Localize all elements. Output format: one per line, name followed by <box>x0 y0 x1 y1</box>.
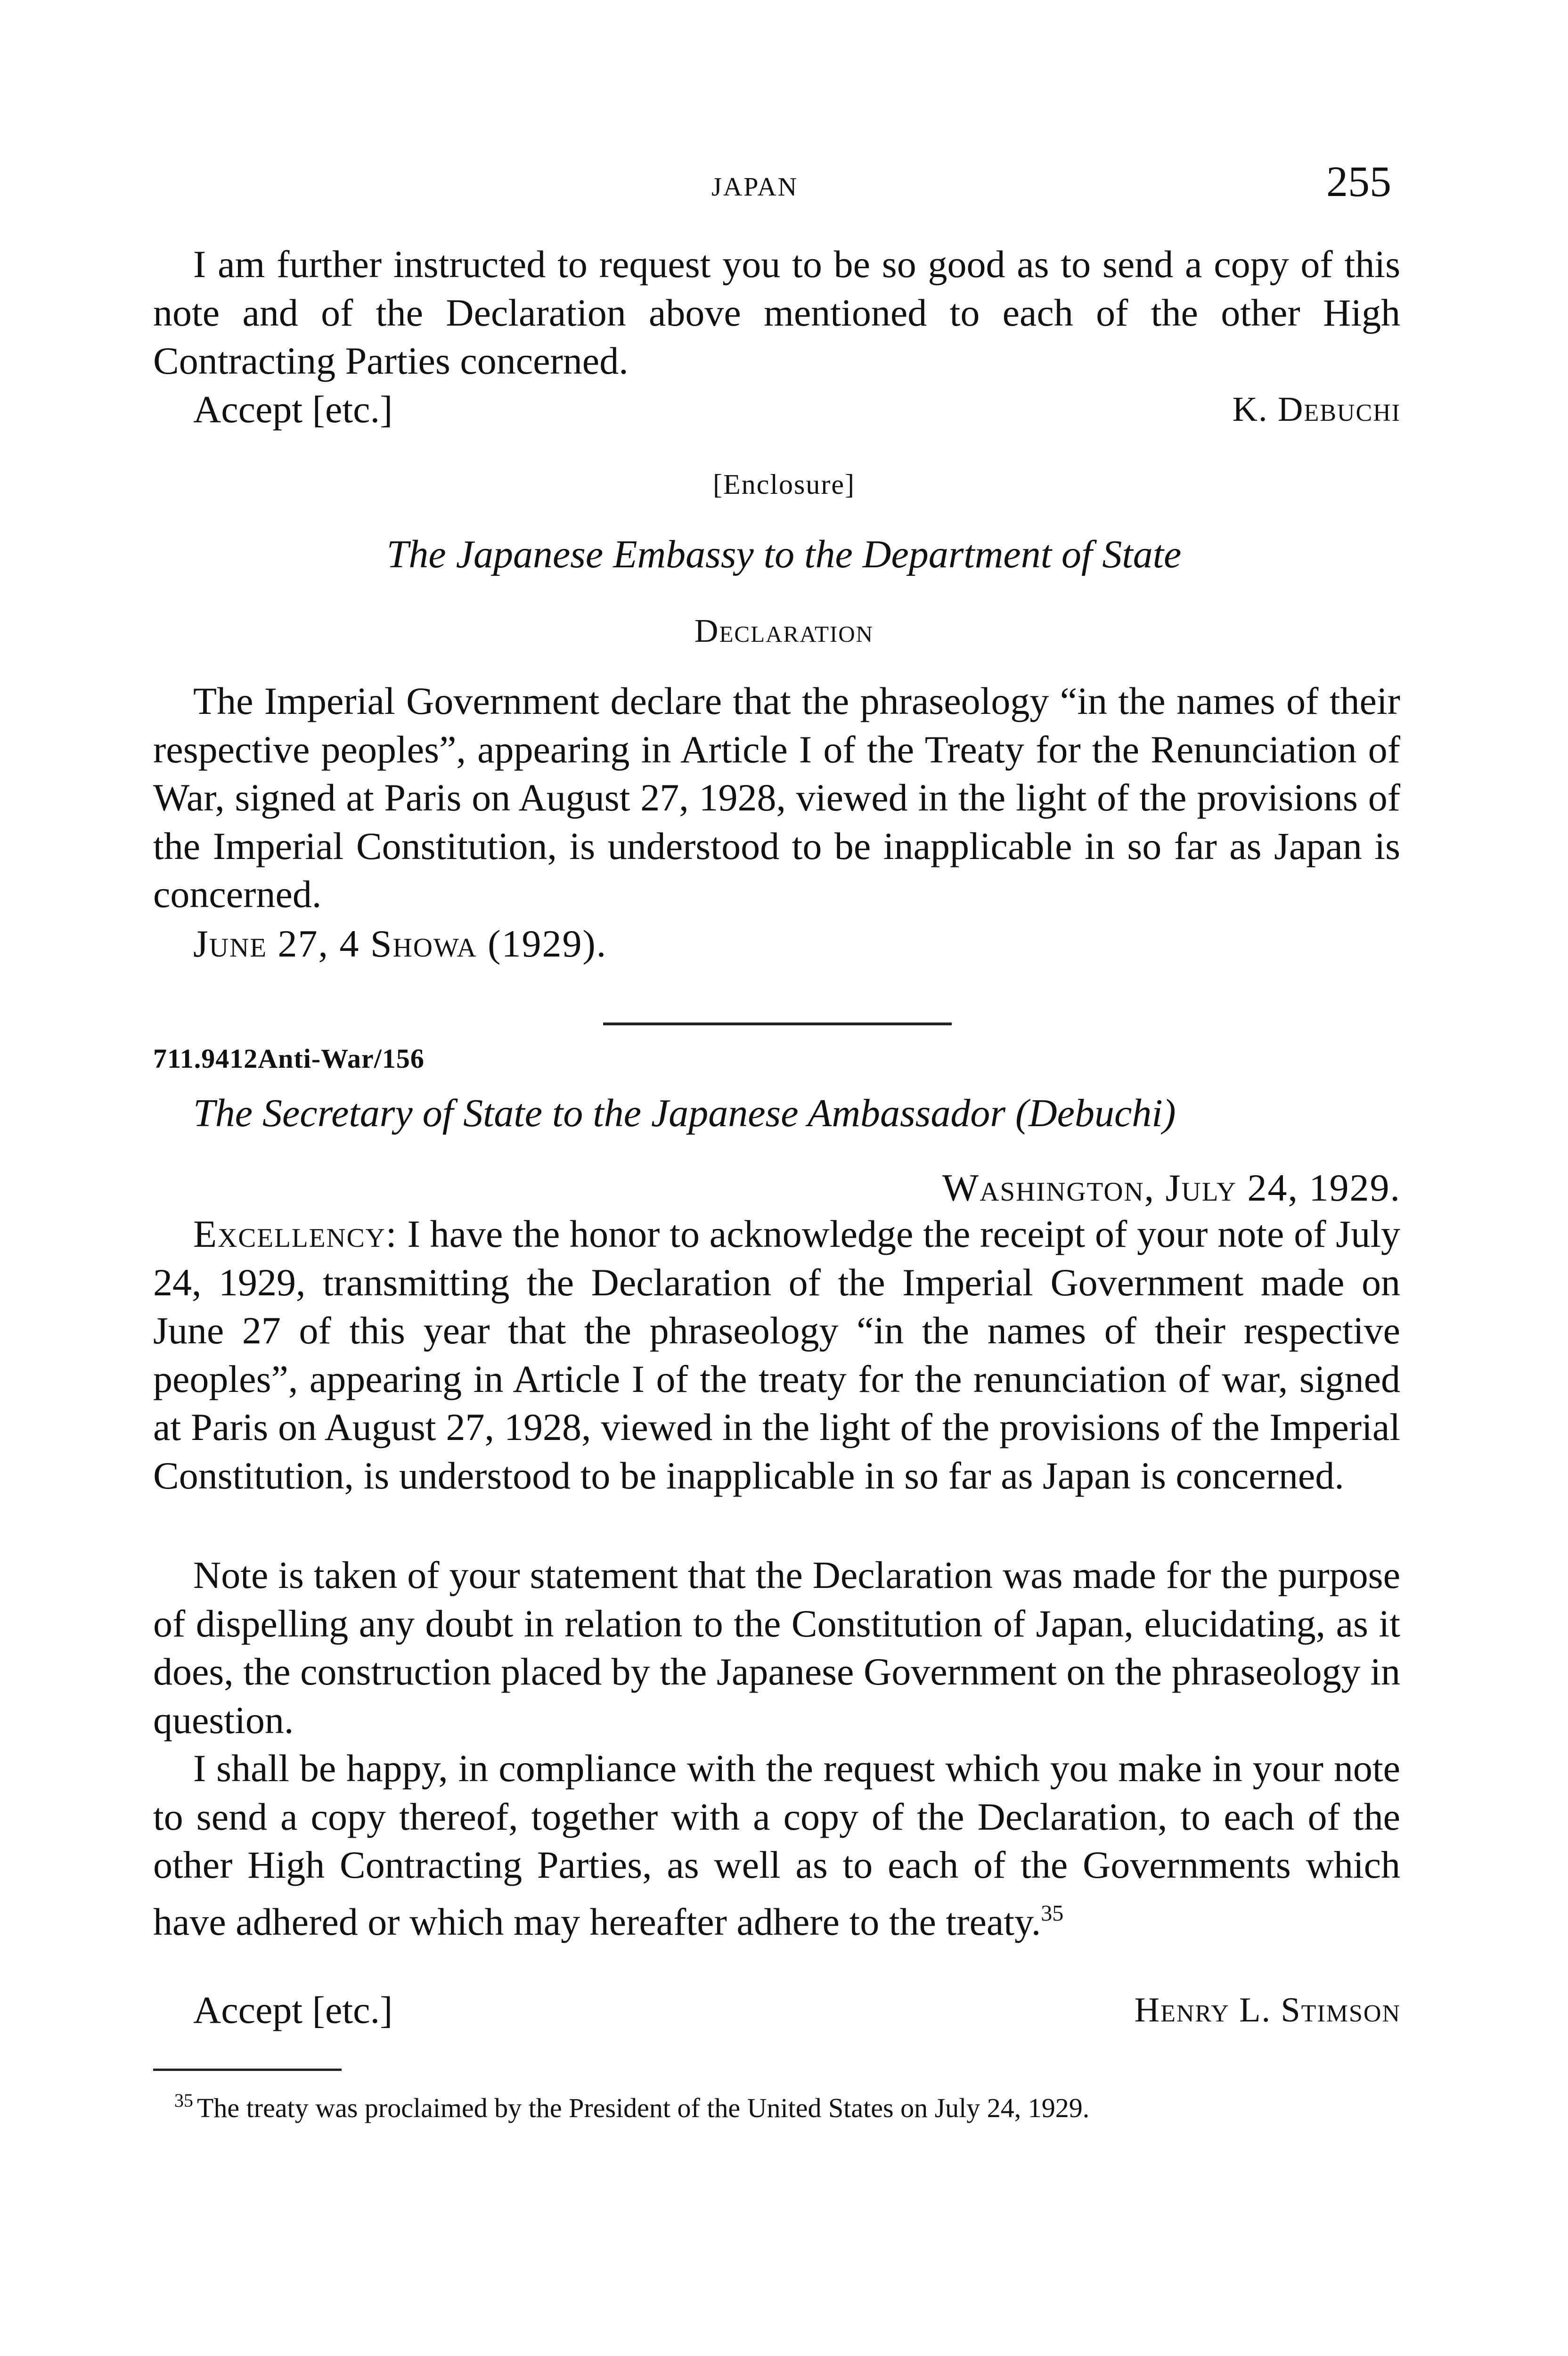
letter-paragraph-2: Note is taken of your statement that the Declaration was made for the purpose of dispelling any doubt in relation to the Constitution of Japan, elucidating, as it does, the construction placed by the Japanese Government on the phraseology in question. <box>153 1554 1400 1742</box>
first-accept-line: Accept [etc.] <box>193 388 393 431</box>
document-title: The Secretary of State to the Japanese Ambassador (Debuchi) <box>193 1091 1176 1135</box>
first-signature: K. Debuchi <box>1232 390 1401 429</box>
declaration-date: June 27, 4 Showa (1929). <box>193 922 607 965</box>
dateline <box>942 1164 1401 1212</box>
letter-paragraph-1-text: I have the honor to acknowledge the receipt of your note of July 24, 1929, transmitting the Declaration of the Imperial Government made on June 27 of this year that the phraseology “in the names of their respective peoples”, appearing in Article I of the treaty for the renunciation of war, signed at Paris on August 27, 1928, viewed in the light of the provisions of the Imperial Constitution, is understood to be inapplicable in so far as Japan is concerned. <box>153 1212 1400 1497</box>
declaration-heading: Declaration <box>694 613 874 649</box>
letter-paragraph-1 <box>153 1210 1400 1500</box>
footnote-reference: 35 <box>1041 1900 1064 1926</box>
second-signature: Henry L. Stimson <box>1134 1991 1401 2029</box>
letter-paragraph-3-text: I shall be happy, in compliance with the request which you make in your note to send a copy thereof, together with a copy of the Declaration, to each of the other High Contracting Parties, as well as to each of the Governments which have adhered or which may hereafter adhere to the treaty. <box>153 1747 1400 1943</box>
running-head: JAPAN <box>711 172 799 202</box>
second-accept-line: Accept [etc.] <box>193 1988 393 2031</box>
salutation: Excellency: <box>193 1212 398 1255</box>
letter-paragraph-3 <box>153 1744 1400 1946</box>
footnote <box>134 2083 1402 2126</box>
page-number: 255 <box>1326 157 1391 205</box>
dateline-text: Washington, July 24, 1929. <box>942 1166 1401 1209</box>
section-divider <box>603 1023 952 1025</box>
file-number: 711.9412Anti-War/156 <box>153 1043 425 1074</box>
enclosure-title: The Japanese Embassy to the Department of State <box>386 532 1182 576</box>
footnote-divider <box>153 2069 342 2071</box>
footnote-number: 35 <box>174 2090 193 2111</box>
footnote-text: The treaty was proclaimed by the President of the United States on July 24, 1929. <box>197 2093 1090 2123</box>
opening-paragraph: I am further instructed to request you to be so good as to send a copy of this note and of the Declaration above mentioned to each of the other High Contracting Parties concerned. <box>153 243 1400 382</box>
declaration-body: The Imperial Government declare that the phraseology “in the names of their respective peoples”, appearing in Article I of the Treaty for the Renunciation of War, signed at Paris on August 27, 1928, viewed in the light of the provisions of the Imperial Constitution, is understood to be inapplicable in so far as Japan is concerned. <box>153 679 1400 916</box>
enclosure-label: [Enclosure] <box>713 469 855 500</box>
